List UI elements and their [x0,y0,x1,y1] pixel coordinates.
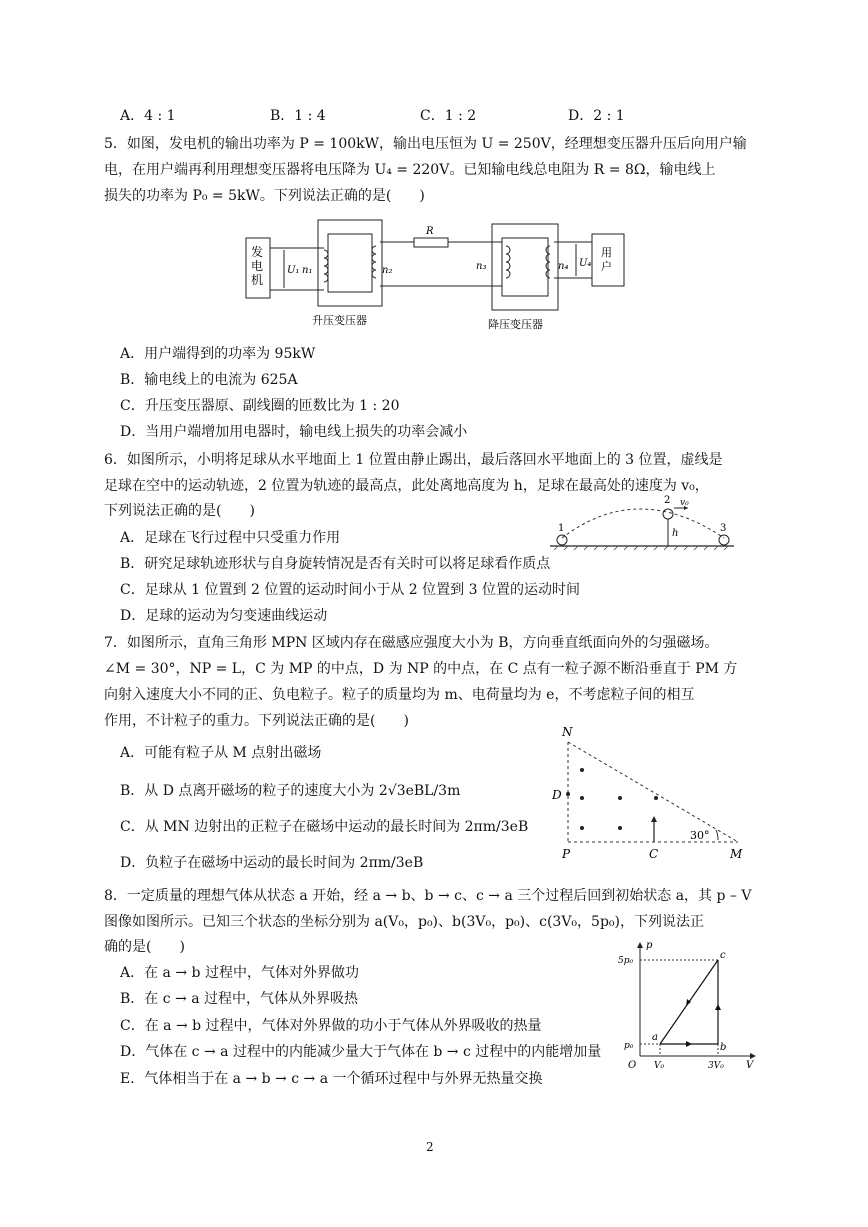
label-u4: U₄ [579,258,592,269]
vertex-p-label: P [562,847,571,861]
tick-5p0-label: 5p₀ [618,956,634,966]
velocity-label: v₀ [680,498,689,508]
angle-label: 30° [690,829,710,842]
tick-v0-label: V₀ [654,1061,665,1071]
generator-label-1: 发 [251,245,264,259]
q6-option-a: A．足球在飞行过程中只受重力作用 [120,530,341,546]
origin-label: O [628,1060,637,1071]
q6-option-b: B．研究足球轨迹形状与自身旋转情况是否有关时可以将足球看作质点 [120,556,551,572]
q7-text-1: 7．如图所示，直角三角形 MPN 区域内存在磁感应强度大小为 B，方向垂直纸面向外的匀强磁场。 [104,635,719,651]
page-number: 2 [426,1140,434,1154]
position-1-label: 1 [558,523,565,534]
state-b-label: b [720,1042,727,1053]
q7-option-d: D．负粒子在磁场中运动的最长时间为 2πm/3eB [120,855,424,871]
q4-option-c: C．1 : 2 [420,108,477,124]
q7-option-b: B．从 D 点离开磁场的粒子的速度大小为 2√3eBL/3m [120,783,461,799]
q8-option-b: B．在 c → a 过程中，气体从外界吸热 [120,991,359,1007]
label-n3: n₃ [476,261,487,272]
position-2-label: 2 [664,495,671,506]
q4-option-b: B．1 : 4 [270,108,326,124]
q7-option-c: C．从 MN 边射出的正粒子在磁场中运动的最长时间为 2πm/3eB [120,819,529,835]
label-r: R [426,226,434,237]
user-label-1: 用 [601,246,612,259]
q6-text-2: 足球在空中的运动轨迹，2 位置为轨迹的最高点，此处离地高度为 h，足球在最高处的速度为 v₀， [104,478,709,494]
generator-label-2: 电 [251,259,264,273]
q7-text-2: ∠M = 30°，NP = L，C 为 MP 的中点，D 为 NP 的中点，在 C 点有一粒子源不断沿垂直于 PM 方 [104,661,738,677]
q7-triangle-field-diagram [548,722,758,866]
height-label: h [672,528,679,539]
tick-3v0-label: 3V₀ [708,1061,724,1071]
user-label-2: 户 [601,260,612,273]
point-c-label: C [649,847,659,861]
state-a-label: a [652,1032,658,1043]
axis-p-label: p [646,940,653,951]
label-u1: U₁ [287,265,300,276]
q5-transformer-diagram [240,212,640,337]
q8-option-d: D．气体在 c → a 过程中的内能减少量大于气体在 b → c 过程中的内能增加量 [120,1044,602,1060]
step-down-label: 降压变压器 [488,318,543,331]
vertex-m-label: M [730,847,743,861]
q8-text-1: 8．一定质量的理想气体从状态 a 开始，经 a → b、b → c、c → a 三个过程后回到初始状态 a，其 p – V [104,888,752,904]
position-3-label: 3 [720,523,727,534]
q8-option-c: C．在 a → b 过程中，气体对外界做的功小于气体从外界吸收的热量 [120,1018,542,1034]
q4-option-d: D．2 : 1 [568,108,625,124]
q4-option-a: A．4 : 1 [120,108,176,124]
tick-p0-label: p₀ [624,1041,634,1051]
q5-option-d: D．当用户端增加用电器时，输电线上损失的功率会减小 [120,424,468,440]
q5-option-c: C．升压变压器原、副线圈的匝数比为 1 : 20 [120,398,400,414]
q7-text-4: 作用，不计粒子的重力。下列说法正确的是( ) [104,713,409,729]
axis-v-label: V [746,1060,754,1071]
label-n2: n₂ [382,265,393,276]
q6-text-1: 6．如图所示，小明将足球从水平地面上 1 位置由静止踢出，最后落回水平地面上的 3 位置，虚线是 [104,452,723,468]
step-up-label: 升压变压器 [312,314,367,327]
q7-text-3: 向射入速度大小不同的正、负电粒子。粒子的质量均为 m、电荷量均为 e，不考虑粒子间的相互 [104,687,695,703]
q6-text-3: 下列说法正确的是( ) [104,503,255,519]
q8-option-e: E．气体相当于在 a → b → c → a 一个循环过程中与外界无热量交换 [120,1071,543,1087]
q8-pv-diagram [614,938,764,1073]
q5-option-a: A．用户端得到的功率为 95kW [120,346,316,362]
label-n1: n₁ [302,265,313,276]
q5-option-b: B．输电线上的电流为 625A [120,372,298,388]
generator-label-3: 机 [251,273,264,287]
q5-text-2: 电，在用户端再利用理想变压器将电压降为 U₄ = 220V。已知输电线总电阻为 R = 8Ω，输电线上 [104,162,716,178]
label-n4: n₄ [558,261,569,272]
q5-text-3: 损失的功率为 P₀ = 5kW。下列说法正确的是( ) [104,188,425,204]
q8-text-3: 确的是( ) [104,939,185,955]
q7-option-a: A．可能有粒子从 M 点射出磁场 [120,745,322,761]
q6-option-c: C．足球从 1 位置到 2 位置的运动时间小于从 2 位置到 3 位置的运动时间 [120,582,580,598]
state-c-label: c [720,950,726,961]
point-d-label: D [552,788,562,802]
q8-text-2: 图像如图所示。已知三个状态的坐标分别为 a(V₀，p₀)、b(3V₀，p₀)、c(3V₀，5p₀)，下列说法正 [104,914,704,930]
q6-football-trajectory [548,494,738,554]
vertex-n-label: N [562,725,573,739]
q5-text-1: 5．如图，发电机的输出功率为 P = 100kW，输出电压恒为 U = 250V，经理想变压器升压后向用户输 [104,136,747,152]
q6-option-d: D．足球的运动为匀变速曲线运动 [120,608,328,624]
q8-option-a: A．在 a → b 过程中，气体对外界做功 [120,965,359,981]
